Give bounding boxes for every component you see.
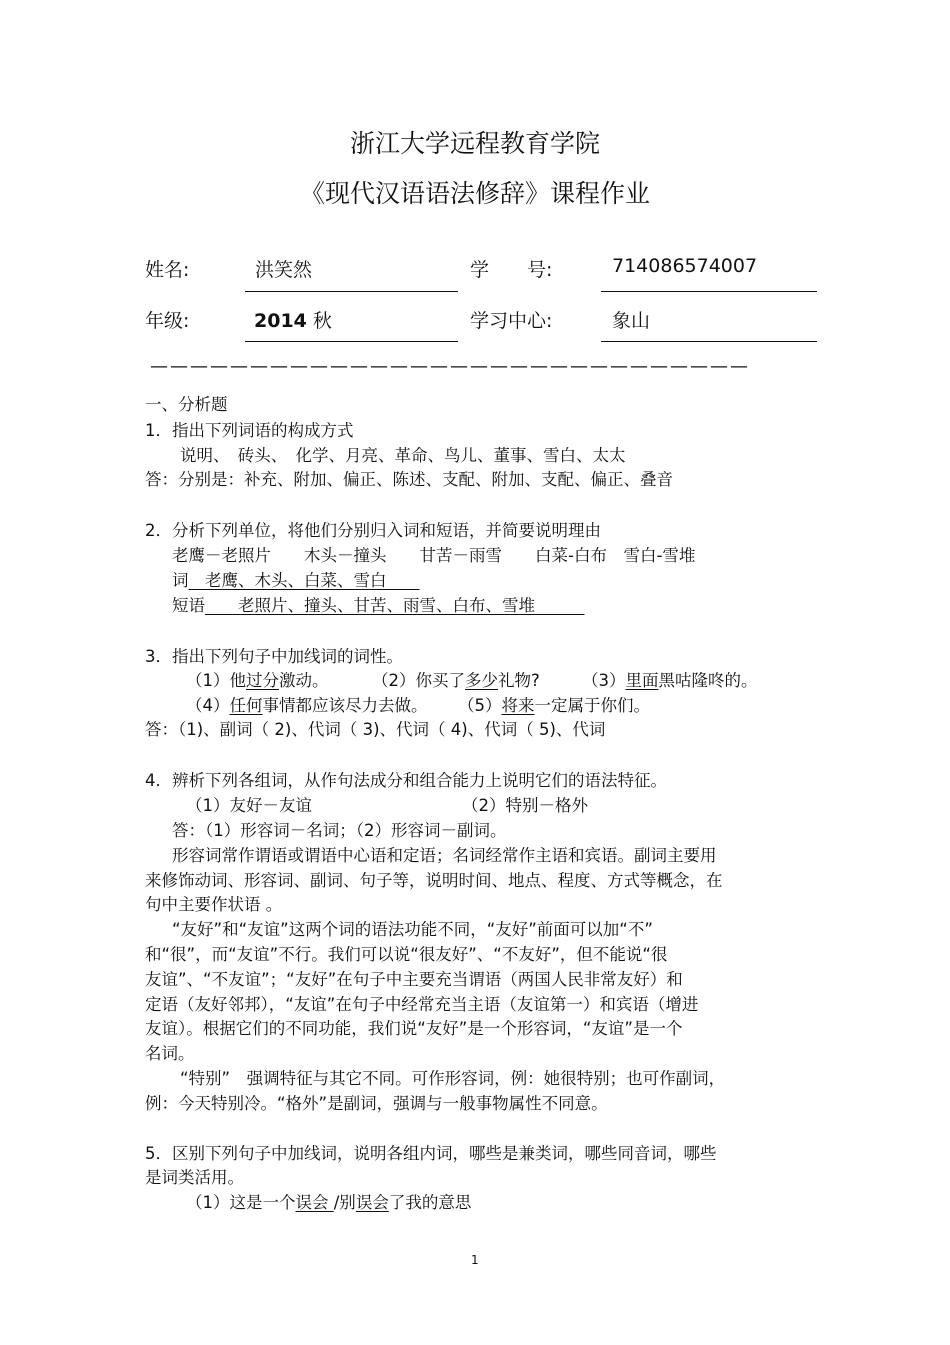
q3-s1-marked: 过分 bbox=[246, 671, 279, 690]
grade-label: 年级: bbox=[145, 310, 190, 332]
q3-s5-post: 一定属于你们。 bbox=[534, 696, 650, 715]
q2-word-value: 老鹰、木头、白菜、雪白 bbox=[188, 571, 420, 590]
name-underline bbox=[245, 291, 458, 292]
q3-s4-pre: （4） bbox=[186, 696, 230, 715]
q4-p2-line2: 和“很”，而“友谊”不行。我们可以说“很友好”、“不友好”，但不能说“很 bbox=[145, 945, 668, 964]
id-value: 714086574007 bbox=[612, 255, 758, 277]
q3-s1-post: 激动。 bbox=[279, 671, 329, 690]
q3-title: 3．指出下列句子中加线词的词性。 bbox=[145, 647, 403, 666]
q3-s5-pre: （5） bbox=[458, 696, 502, 715]
center-label: 学习中心: bbox=[470, 310, 553, 332]
q5-title-line2: 是词类活用。 bbox=[145, 1168, 244, 1187]
q1-words: 说明、 砖头、 化学、月亮、革命、鸟儿、董事、雪白、太太 bbox=[180, 446, 626, 465]
q4-p2-line5: 友谊）。根据它们的不同功能，我们说“友好”是一个形容词，“友谊”是一个 bbox=[145, 1019, 683, 1038]
q3-s3-pre: （3） bbox=[582, 671, 626, 690]
q4-p2-line6: 名词。 bbox=[145, 1044, 195, 1063]
q3-s2-pre: （2）你买了 bbox=[372, 671, 465, 690]
dashed-separator: —————————————————————————————— bbox=[150, 356, 750, 377]
q1-answer: 答：分别是：补充、附加、偏正、陈述、支配、附加、支配、偏正、叠音 bbox=[145, 470, 673, 489]
center-underline bbox=[601, 341, 817, 342]
q2-phrase-label: 短语 bbox=[172, 596, 205, 615]
id-label: 学 号: bbox=[470, 259, 553, 281]
q1-title: 1．指出下列词语的构成方式 bbox=[145, 421, 354, 440]
q4-answer: 答：（1）形容词－名词；（2）形容词－副词。 bbox=[172, 821, 507, 840]
q5-sentence-1 bbox=[186, 1190, 471, 1215]
q3-sentence-5 bbox=[458, 693, 650, 718]
section-heading: 一、分析题 bbox=[145, 395, 228, 414]
q4-p1-line3: 句中主要作状语 。 bbox=[145, 895, 283, 914]
q4-p2-line1: “友好”和“友谊”这两个词的语法功能不同，“友好”前面可以加“不” bbox=[172, 920, 653, 939]
q3-answer: 答：（1)、副词（ 2)、代词（ 3)、代词（ 4)、代词（ 5)、代词 bbox=[145, 720, 606, 739]
q3-s3-post: 黑咕隆咚的。 bbox=[658, 671, 758, 690]
q2-word-line bbox=[172, 568, 420, 593]
q3-s4-post: 事情都应该尽力去做。 bbox=[262, 696, 428, 715]
center-value: 象山 bbox=[612, 310, 651, 332]
q2-title: 2．分析下列单位，将他们分别归入词和短语，并简要说明理由 bbox=[145, 521, 601, 540]
q4-p1-line2: 来修饰动词、形容词、副词、句子等，说明时间、地点、程度、方式等概念，在 bbox=[145, 871, 723, 890]
q4-p2-line3: 友谊”、“不友谊”；“友好”在句子中主要充当谓语（两国人民非常友好）和 bbox=[145, 970, 683, 989]
q4-p2-line4: 定语（友好邻邦），“友谊”在句子中经常充当主语（友谊第一）和宾语（增进 bbox=[145, 995, 699, 1014]
q2-phrase-value: 老照片、撞头、甘苦、雨雪、白布、雪堆 bbox=[205, 596, 585, 615]
q3-s3-marked: 里面 bbox=[625, 671, 659, 690]
q5-s1-mid: /别 bbox=[333, 1193, 356, 1212]
q4-p1-line1: 形容词常作谓语或谓语中心语和定语；名词经常作主语和宾语。副词主要用 bbox=[172, 846, 717, 865]
q3-s5-marked: 将来 bbox=[501, 696, 535, 715]
q5-s1-marked-2: 误会 bbox=[355, 1193, 389, 1212]
q3-s1-pre: （1）他 bbox=[186, 671, 246, 690]
q3-s2-post: 礼物? bbox=[498, 671, 540, 690]
q3-s2-marked: 多少 bbox=[465, 671, 498, 690]
q4-group-2: （2）特别－格外 bbox=[462, 796, 588, 815]
q3-sentence-1 bbox=[186, 668, 329, 693]
q3-sentence-2 bbox=[372, 668, 540, 693]
q4-p3-line1: “特别” 强调特征与其它不同。可作形容词，例：她很特别；也可作副词， bbox=[180, 1069, 726, 1088]
q5-s1-marked-1: 误会 bbox=[295, 1193, 334, 1212]
q4-title: 4．辨析下列各组词，从作句法成分和组合能力上说明它们的语法特征。 bbox=[145, 771, 667, 790]
q2-pairs: 老鹰－老照片 木头－撞头 甘苦－雨雪 白菜-白布 雪白-雪堆 bbox=[172, 546, 696, 565]
q4-group-1: （1）友好－友谊 bbox=[186, 796, 312, 815]
grade-term: 秋 bbox=[306, 310, 332, 332]
grade-year: 2014 bbox=[254, 310, 307, 332]
q5-s1-pre: （1）这是一个 bbox=[186, 1193, 296, 1212]
q5-title-line1: 5．区别下列句子中加线词，说明各组内词，哪些是兼类词，哪些同音词，哪些 bbox=[145, 1144, 717, 1163]
course-title: 《现代汉语语法修辞》课程作业 bbox=[299, 179, 650, 208]
q2-phrase-line bbox=[172, 593, 585, 618]
page-number: 1 bbox=[471, 1253, 479, 1267]
q5-s1-post: 了我的意思 bbox=[388, 1193, 472, 1212]
school-title: 浙江大学远程教育学院 bbox=[349, 129, 600, 158]
q3-sentence-4 bbox=[186, 693, 428, 718]
q2-word-label: 词 bbox=[172, 571, 189, 590]
grade-underline bbox=[245, 341, 458, 342]
id-underline bbox=[601, 291, 817, 292]
grade-value bbox=[254, 306, 332, 333]
q4-p3-line2: 例：今天特别冷。“格外”是副词，强调与一般事物属性不同意。 bbox=[145, 1094, 608, 1113]
name-value: 洪笑然 bbox=[255, 259, 313, 281]
q3-s4-marked: 任何 bbox=[229, 696, 263, 715]
name-label: 姓名: bbox=[145, 259, 190, 281]
q3-sentence-3 bbox=[582, 668, 758, 693]
